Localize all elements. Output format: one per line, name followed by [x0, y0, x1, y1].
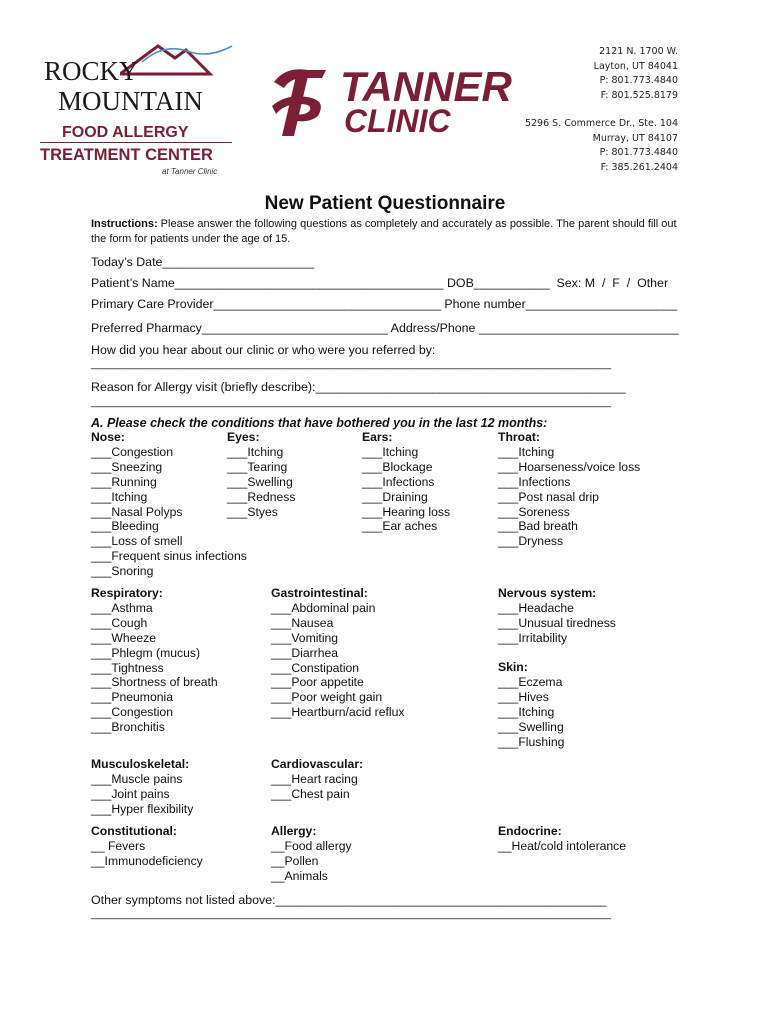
instructions-label: Instructions:: [91, 218, 158, 230]
checklist-item[interactable]: ___Nausea: [271, 615, 334, 630]
group-title: Nose:: [91, 430, 125, 444]
group-title: Constitutional:: [91, 824, 177, 838]
group-ears: [362, 430, 450, 534]
checklist-item[interactable]: ___Diarrhea: [271, 645, 339, 660]
pharmacy-field[interactable]: Preferred Pharmacy___________________________ Address/Phone _____________________________: [91, 321, 679, 335]
group-throat: [498, 430, 640, 549]
logo-mountain: MOUNTAIN: [58, 86, 203, 116]
checklist-item[interactable]: ___Draining: [362, 489, 428, 504]
address-line: 5296 S. Commerce Dr., Ste. 104: [524, 118, 678, 129]
checklist-item[interactable]: ___Blockage: [362, 459, 433, 474]
group-title: Respiratory:: [91, 586, 163, 600]
group-gastrointestinal: [271, 586, 404, 720]
checklist-item[interactable]: ___Congestion: [91, 705, 173, 720]
logo-clinic: CLINIC: [344, 103, 451, 139]
checklist-item[interactable]: ___Itching: [498, 444, 555, 459]
todays-date-field[interactable]: Today’s Date______________________: [91, 255, 315, 269]
checklist-item[interactable]: ___Soreness: [498, 504, 570, 519]
referral-question: How did you hear about our clinic or who were you referred by:: [91, 343, 436, 357]
group-musculoskeletal: [91, 757, 193, 817]
checklist-item[interactable]: ___Poor weight gain: [271, 690, 383, 705]
address-line: P: 801.773.4840: [599, 147, 678, 158]
checklist-item[interactable]: ___Congestion: [91, 444, 173, 459]
checklist-item[interactable]: ___Infections: [362, 474, 435, 489]
checklist-item[interactable]: ___Hoarseness/voice loss: [498, 459, 641, 474]
checklist-item[interactable]: ___Post nasal drip: [498, 489, 599, 504]
address-line: F: 385.261.2404: [600, 161, 678, 173]
logo-rocky: ROCKY: [44, 56, 139, 86]
page-title: New Patient Questionnaire: [264, 193, 506, 214]
checklist-item[interactable]: ___Running: [91, 474, 157, 489]
checklist-item[interactable]: ___Headache: [498, 600, 574, 615]
checklist-item[interactable]: ___Swelling: [498, 719, 564, 734]
group-title: Eyes:: [227, 430, 260, 444]
checklist-item[interactable]: ___Irritability: [498, 630, 568, 645]
group-title: Gastrointestinal:: [271, 586, 368, 600]
group-title: Ears:: [362, 430, 393, 444]
checklist-item[interactable]: ___Styes: [227, 504, 278, 519]
tanner-clinic-logo: [268, 62, 528, 152]
checklist-item[interactable]: ___Nasal Polyps: [91, 504, 183, 519]
checklist-item[interactable]: ___Poor appetite: [271, 675, 364, 690]
checklist-item[interactable]: __ Fevers: [91, 838, 146, 853]
checklist-item[interactable]: ___Redness: [227, 489, 296, 504]
rocky-mountain-logo: [40, 40, 240, 180]
primary-care-field[interactable]: Primary Care Provider_________________________________ Phone number______________________: [91, 297, 678, 311]
checklist-item[interactable]: ___Itching: [227, 444, 284, 459]
group-respiratory: [91, 586, 218, 735]
checklist-item[interactable]: __Food allergy: [271, 838, 352, 853]
checklist-item[interactable]: ___Hives: [498, 689, 549, 704]
checklist-item[interactable]: ___Flushing: [498, 734, 565, 749]
group-nervous: [498, 586, 616, 646]
checklist-item[interactable]: ___Frequent sinus infections: [91, 549, 247, 564]
logo-food-allergy: FOOD ALLERGY: [62, 124, 189, 141]
checklist-item[interactable]: ___Heart racing: [271, 771, 358, 786]
group-cardiovascular: [271, 757, 363, 802]
group-nose: [91, 430, 247, 579]
checklist-item[interactable]: ___Chest pain: [271, 786, 350, 801]
checklist-item[interactable]: __Immunodeficiency: [91, 853, 203, 868]
group-eyes: [227, 430, 295, 519]
patient-name-field[interactable]: Patient’s Name_______________________________________ DOB___________ Sex: M / F / Other: [91, 276, 669, 290]
checklist-item[interactable]: ___Wheeze: [91, 630, 157, 645]
group-title: Endocrine:: [498, 824, 562, 838]
checklist-item[interactable]: ___Snoring: [91, 564, 154, 579]
checklist-item[interactable]: ___Joint pains: [91, 786, 170, 801]
checklist-item[interactable]: __Heat/cold intolerance: [498, 838, 627, 853]
group-allergy: [271, 824, 352, 884]
checklist-item[interactable]: ___Unusual tiredness: [498, 615, 616, 630]
checklist-item[interactable]: __Pollen: [271, 853, 319, 868]
checklist-item[interactable]: ___Vomiting: [271, 630, 339, 645]
address-layton: [594, 45, 678, 103]
checklist-item[interactable]: ___Sneezing: [91, 459, 163, 474]
checklist-item[interactable]: ___Asthma: [91, 600, 153, 615]
checklist-item[interactable]: ___Bleeding: [91, 519, 159, 534]
reason-field[interactable]: Reason for Allergy visit (briefly describe):_____________________________________________: [91, 380, 626, 394]
checklist-item[interactable]: __Animals: [271, 868, 328, 883]
address-line: Murray, UT 84107: [592, 132, 678, 144]
referral-answer-line[interactable]: _____________________________________________________________________________________: [91, 358, 612, 370]
other-symptoms-field[interactable]: Other symptoms not listed above:________________________________________________: [91, 893, 607, 907]
group-title: Allergy:: [271, 824, 317, 838]
checklist-item[interactable]: ___Muscle pains: [91, 771, 183, 786]
checklist-item[interactable]: ___Heartburn/acid reflux: [271, 705, 405, 720]
group-title: Musculoskeletal:: [91, 757, 190, 771]
reason-answer-line[interactable]: _____________________________________________________________________________________: [91, 396, 612, 408]
checklist-item[interactable]: ___Hyper flexibility: [91, 801, 194, 816]
checklist-item[interactable]: ___Infections: [498, 474, 571, 489]
checklist-item[interactable]: ___Eczema: [498, 674, 563, 689]
group-title: Skin:: [498, 660, 528, 674]
checklist-item[interactable]: ___Pneumonia: [91, 690, 173, 705]
logo-divider: [40, 142, 232, 143]
group-constitutional: [91, 824, 203, 869]
tanner-emblem-icon: [268, 62, 334, 148]
checklist-item[interactable]: ___Dryness: [498, 534, 564, 549]
checklist-item[interactable]: ___Cough: [91, 615, 148, 630]
logo-treatment-center: TREATMENT CENTER: [40, 146, 213, 164]
instructions: [91, 217, 691, 247]
checklist-item[interactable]: ___Shortness of breath: [91, 675, 218, 690]
checklist-item[interactable]: ___Swelling: [227, 474, 293, 489]
group-title: Nervous system:: [498, 586, 597, 600]
logo-tanner: TANNER: [340, 63, 512, 110]
section-a-heading: A. Please check the conditions that have bothered you in the last 12 months:: [91, 416, 548, 430]
checklist-item[interactable]: ___Ear aches: [362, 519, 438, 534]
address-murray: [525, 117, 678, 175]
logo-at-tanner: at Tanner Clinic: [162, 167, 218, 176]
checklist-item[interactable]: ___Constipation: [271, 660, 360, 675]
address-line: 2121 N. 1700 W.: [599, 46, 678, 57]
other-symptoms-line[interactable]: _____________________________________________________________________________________: [91, 908, 612, 920]
checklist-item[interactable]: ___Bad breath: [498, 519, 578, 534]
checklist-item[interactable]: ___Tightness: [91, 660, 164, 675]
group-endocrine: [498, 824, 626, 854]
checklist-item[interactable]: ___Tearing: [227, 459, 288, 474]
group-skin: [498, 660, 564, 749]
checklist-item[interactable]: ___Abdominal pain: [271, 600, 376, 615]
checklist-item[interactable]: ___Bronchitis: [91, 720, 165, 735]
instructions-text: Please answer the following questions as completely and accurately as possible. The parent should fill out the form for patients under the age of 15.: [91, 218, 677, 245]
address-line: P: 801.773.4840: [599, 75, 678, 86]
checklist-item[interactable]: ___Loss of smell: [91, 534, 183, 549]
checklist-item[interactable]: ___Itching: [362, 444, 419, 459]
checklist-item[interactable]: ___Itching: [498, 704, 555, 719]
checklist-item[interactable]: ___Itching: [91, 489, 148, 504]
address-line: F: 801.525.8179: [600, 89, 678, 101]
checklist-item[interactable]: ___Hearing loss: [362, 504, 451, 519]
group-title: Throat:: [498, 430, 540, 444]
address-line: Layton, UT 84041: [593, 60, 678, 72]
checklist-item[interactable]: ___Phlegm (mucus): [91, 645, 201, 660]
group-title: Cardiovascular:: [271, 757, 364, 771]
